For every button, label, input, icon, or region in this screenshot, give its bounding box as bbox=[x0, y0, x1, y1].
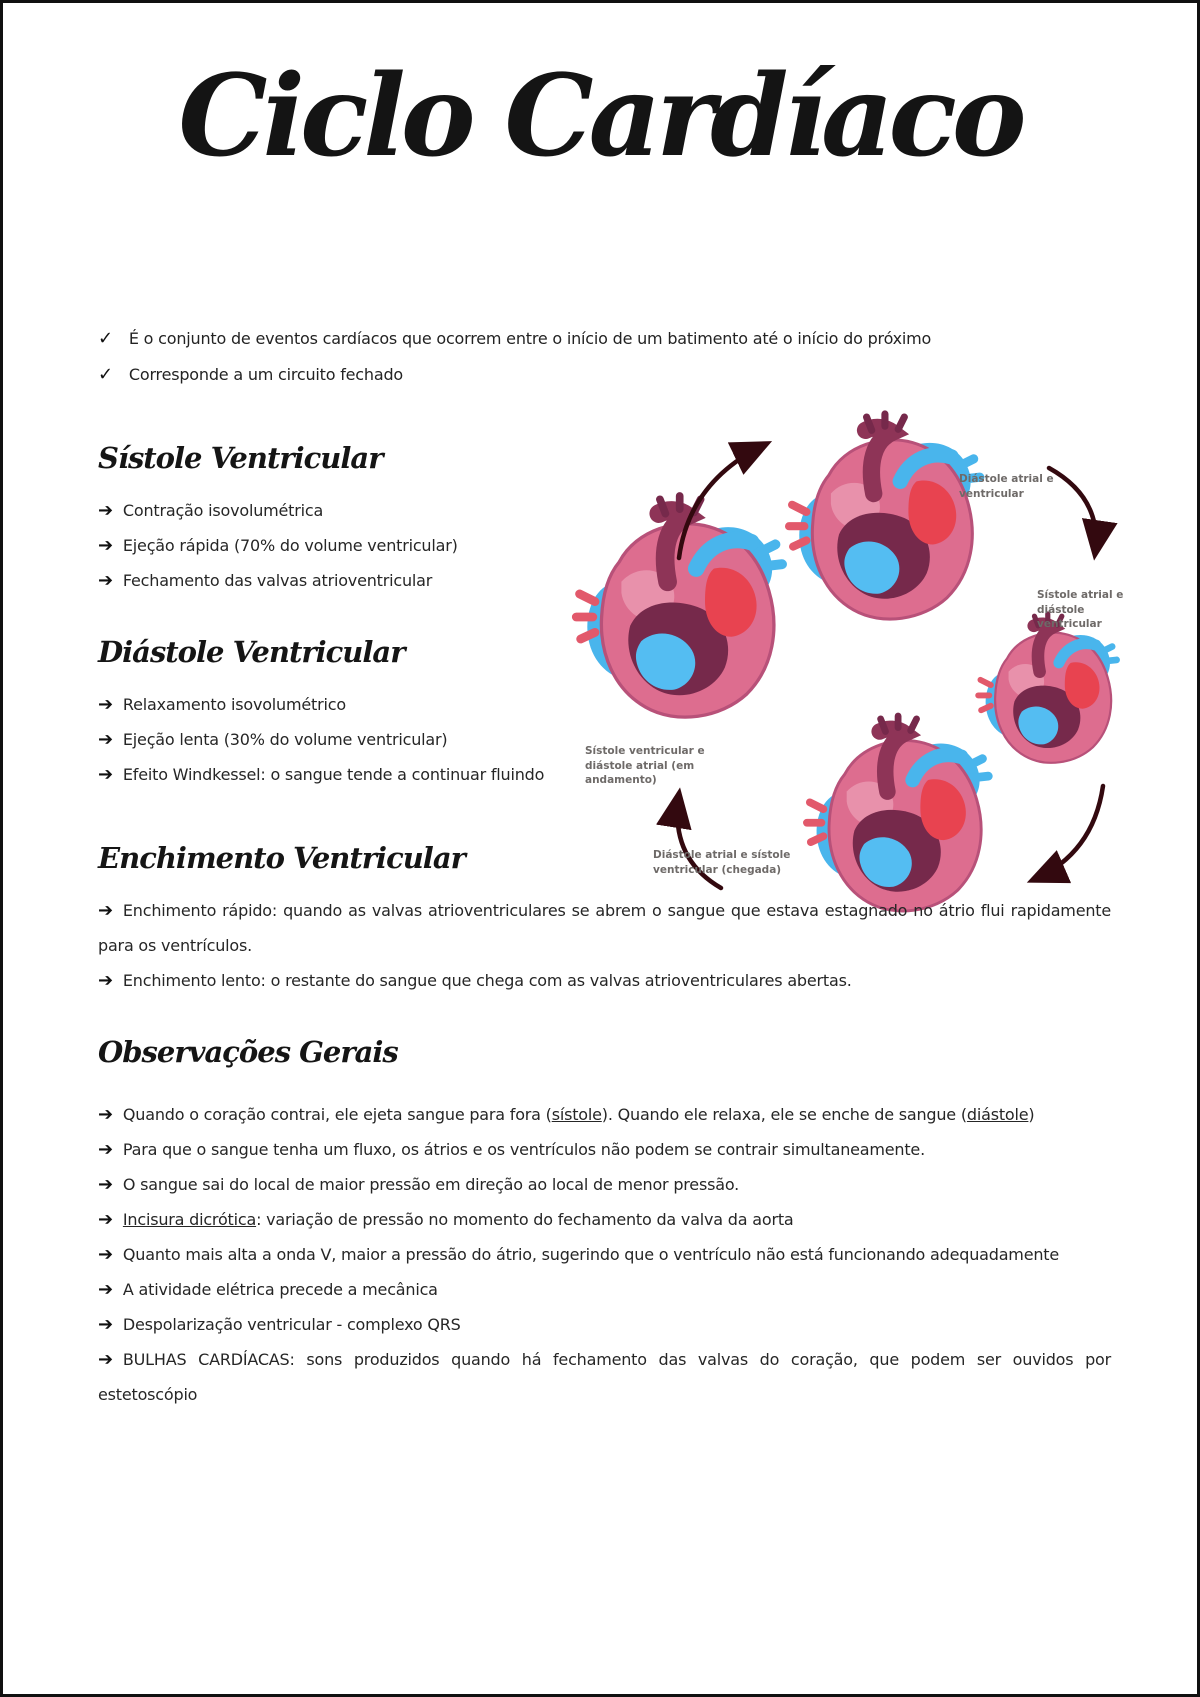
section-enchimento-ventricular bbox=[98, 841, 1111, 998]
bullet-text: Efeito Windkessel: o sangue tende a continuar fluindo bbox=[122, 765, 545, 784]
bullet-text: Ejeção lenta (30% do volume ventricular) bbox=[122, 730, 448, 749]
bullet-item bbox=[98, 1237, 1111, 1272]
bullet-item bbox=[98, 963, 1111, 998]
intro-list bbox=[98, 321, 1078, 393]
bullet-item bbox=[98, 1272, 1111, 1307]
bullet-text: Ejeção rápida (70% do volume ventricular) bbox=[122, 536, 458, 555]
section-heading: Diástole Ventricular bbox=[98, 635, 405, 669]
section-heading: Enchimento Ventricular bbox=[98, 841, 465, 875]
bullet-text: Contração isovolumétrica bbox=[122, 501, 324, 520]
diagram-label-sistole-ventricular: Sístole ventricular e diástole atrial (em andamento) bbox=[585, 745, 705, 787]
bullet-text: A atividade elétrica precede a mecânica bbox=[122, 1280, 438, 1299]
arrow-bullet-icon: ➔ bbox=[98, 500, 113, 521]
arrow-bullet-icon: ➔ bbox=[98, 1174, 113, 1195]
bullet-text: ) bbox=[1028, 1105, 1035, 1124]
heart-right bbox=[978, 614, 1116, 763]
bullet-text: Relaxamento isovolumétrico bbox=[122, 695, 346, 714]
underlined-term: Incisura dicrótica bbox=[122, 1210, 257, 1229]
diagram-label-sistole-atrial: Sístole atrial e diástole ventricular bbox=[1037, 589, 1124, 631]
arrow-bullet-icon: ➔ bbox=[98, 1349, 113, 1370]
bullet-item bbox=[98, 1167, 1111, 1202]
arrow-bullet-icon: ➔ bbox=[98, 1279, 113, 1300]
underlined-term: diástole bbox=[966, 1105, 1029, 1124]
bullet-text: BULHAS CARDÍACAS: sons produzidos quando há fechamento das valvas do coração, que podem ser ouvidos por estetoscópio bbox=[98, 1350, 1111, 1404]
arrow-bullet-icon: ➔ bbox=[98, 570, 113, 591]
list-item bbox=[98, 321, 1078, 357]
bullet-item bbox=[98, 528, 578, 563]
section-sistole-ventricular bbox=[98, 441, 578, 598]
bullet-text: Fechamento das valvas atrioventricular bbox=[122, 571, 433, 590]
bullet-text: O sangue sai do local de maior pressão em direção ao local de menor pressão. bbox=[122, 1175, 740, 1194]
arrow-bullet-icon: ➔ bbox=[98, 1139, 113, 1160]
section-heading: Sístole Ventricular bbox=[98, 441, 383, 475]
arrow-bullet-icon: ➔ bbox=[98, 694, 113, 715]
bullet-text: Para que o sangue tenha um fluxo, os átrios e os ventrículos não podem se contrair simultaneamente. bbox=[122, 1140, 925, 1159]
bullet-text: Despolarização ventricular - complexo QRS bbox=[122, 1315, 461, 1334]
bullet-item bbox=[98, 757, 588, 792]
checkmark-icon: ✓ bbox=[98, 364, 113, 385]
bullet-item bbox=[98, 493, 578, 528]
list-item bbox=[98, 357, 1078, 393]
bullet-item bbox=[98, 1202, 1111, 1237]
section-observacoes-gerais bbox=[98, 1035, 1111, 1412]
bullet-item bbox=[98, 1097, 1111, 1132]
arrow-bullet-icon: ➔ bbox=[98, 900, 113, 921]
page-title: Ciclo Cardíaco bbox=[178, 51, 1022, 182]
arrow-bullet-icon: ➔ bbox=[98, 1104, 113, 1125]
bullet-text: Enchimento lento: o restante do sangue que chega com as valvas atrioventriculares abertas. bbox=[122, 971, 852, 990]
bullet-item bbox=[98, 563, 578, 598]
arrow-bullet-icon: ➔ bbox=[98, 764, 113, 785]
bullet-item bbox=[98, 1132, 1111, 1167]
bullet-text: Quando o coração contrai, ele ejeta sangue para fora ( bbox=[122, 1105, 552, 1124]
bullet-item bbox=[98, 687, 588, 722]
arrow-bullet-icon: ➔ bbox=[98, 535, 113, 556]
arrow-bullet-icon: ➔ bbox=[98, 1209, 113, 1230]
section-heading: Observações Gerais bbox=[98, 1035, 398, 1069]
intro-text: Corresponde a um circuito fechado bbox=[128, 365, 403, 384]
diagram-label-diastole-atrial-ventricular: Diástole atrial e ventricular bbox=[959, 473, 1054, 500]
bullet-text: Enchimento rápido: quando as valvas atrioventriculares se abrem o sangue que estava estagnado no átrio flui rapidamente para os ventrículos. bbox=[98, 901, 1111, 955]
intro-text: É o conjunto de eventos cardíacos que ocorrem entre o início de um batimento até o início do próximo bbox=[128, 329, 932, 348]
bullet-text: Quanto mais alta a onda V, maior a pressão do átrio, sugerindo que o ventrículo não está funcionando adequadamente bbox=[122, 1245, 1059, 1264]
arrow-bullet-icon: ➔ bbox=[98, 1244, 113, 1265]
arrow-bullet-icon: ➔ bbox=[98, 1314, 113, 1335]
bullet-text: ). Quando ele relaxa, ele se enche de sangue ( bbox=[601, 1105, 967, 1124]
bullet-item bbox=[98, 722, 588, 757]
arrow-bullet-icon: ➔ bbox=[98, 970, 113, 991]
diagram-label-diastole-atrial-chegada: Diástole atrial e sístole ventricular (chegada) bbox=[653, 849, 791, 876]
underlined-term: sístole bbox=[551, 1105, 602, 1124]
section-diastole-ventricular bbox=[98, 635, 588, 792]
heart-top bbox=[789, 414, 980, 619]
bullet-item bbox=[98, 1307, 1111, 1342]
checkmark-icon: ✓ bbox=[98, 328, 113, 349]
heart-left bbox=[576, 496, 782, 717]
bullet-text: : variação de pressão no momento do fechamento da valva da aorta bbox=[256, 1210, 794, 1229]
arrow-bullet-icon: ➔ bbox=[98, 729, 113, 750]
bullet-item bbox=[98, 893, 1111, 963]
bullet-item bbox=[98, 1342, 1111, 1412]
